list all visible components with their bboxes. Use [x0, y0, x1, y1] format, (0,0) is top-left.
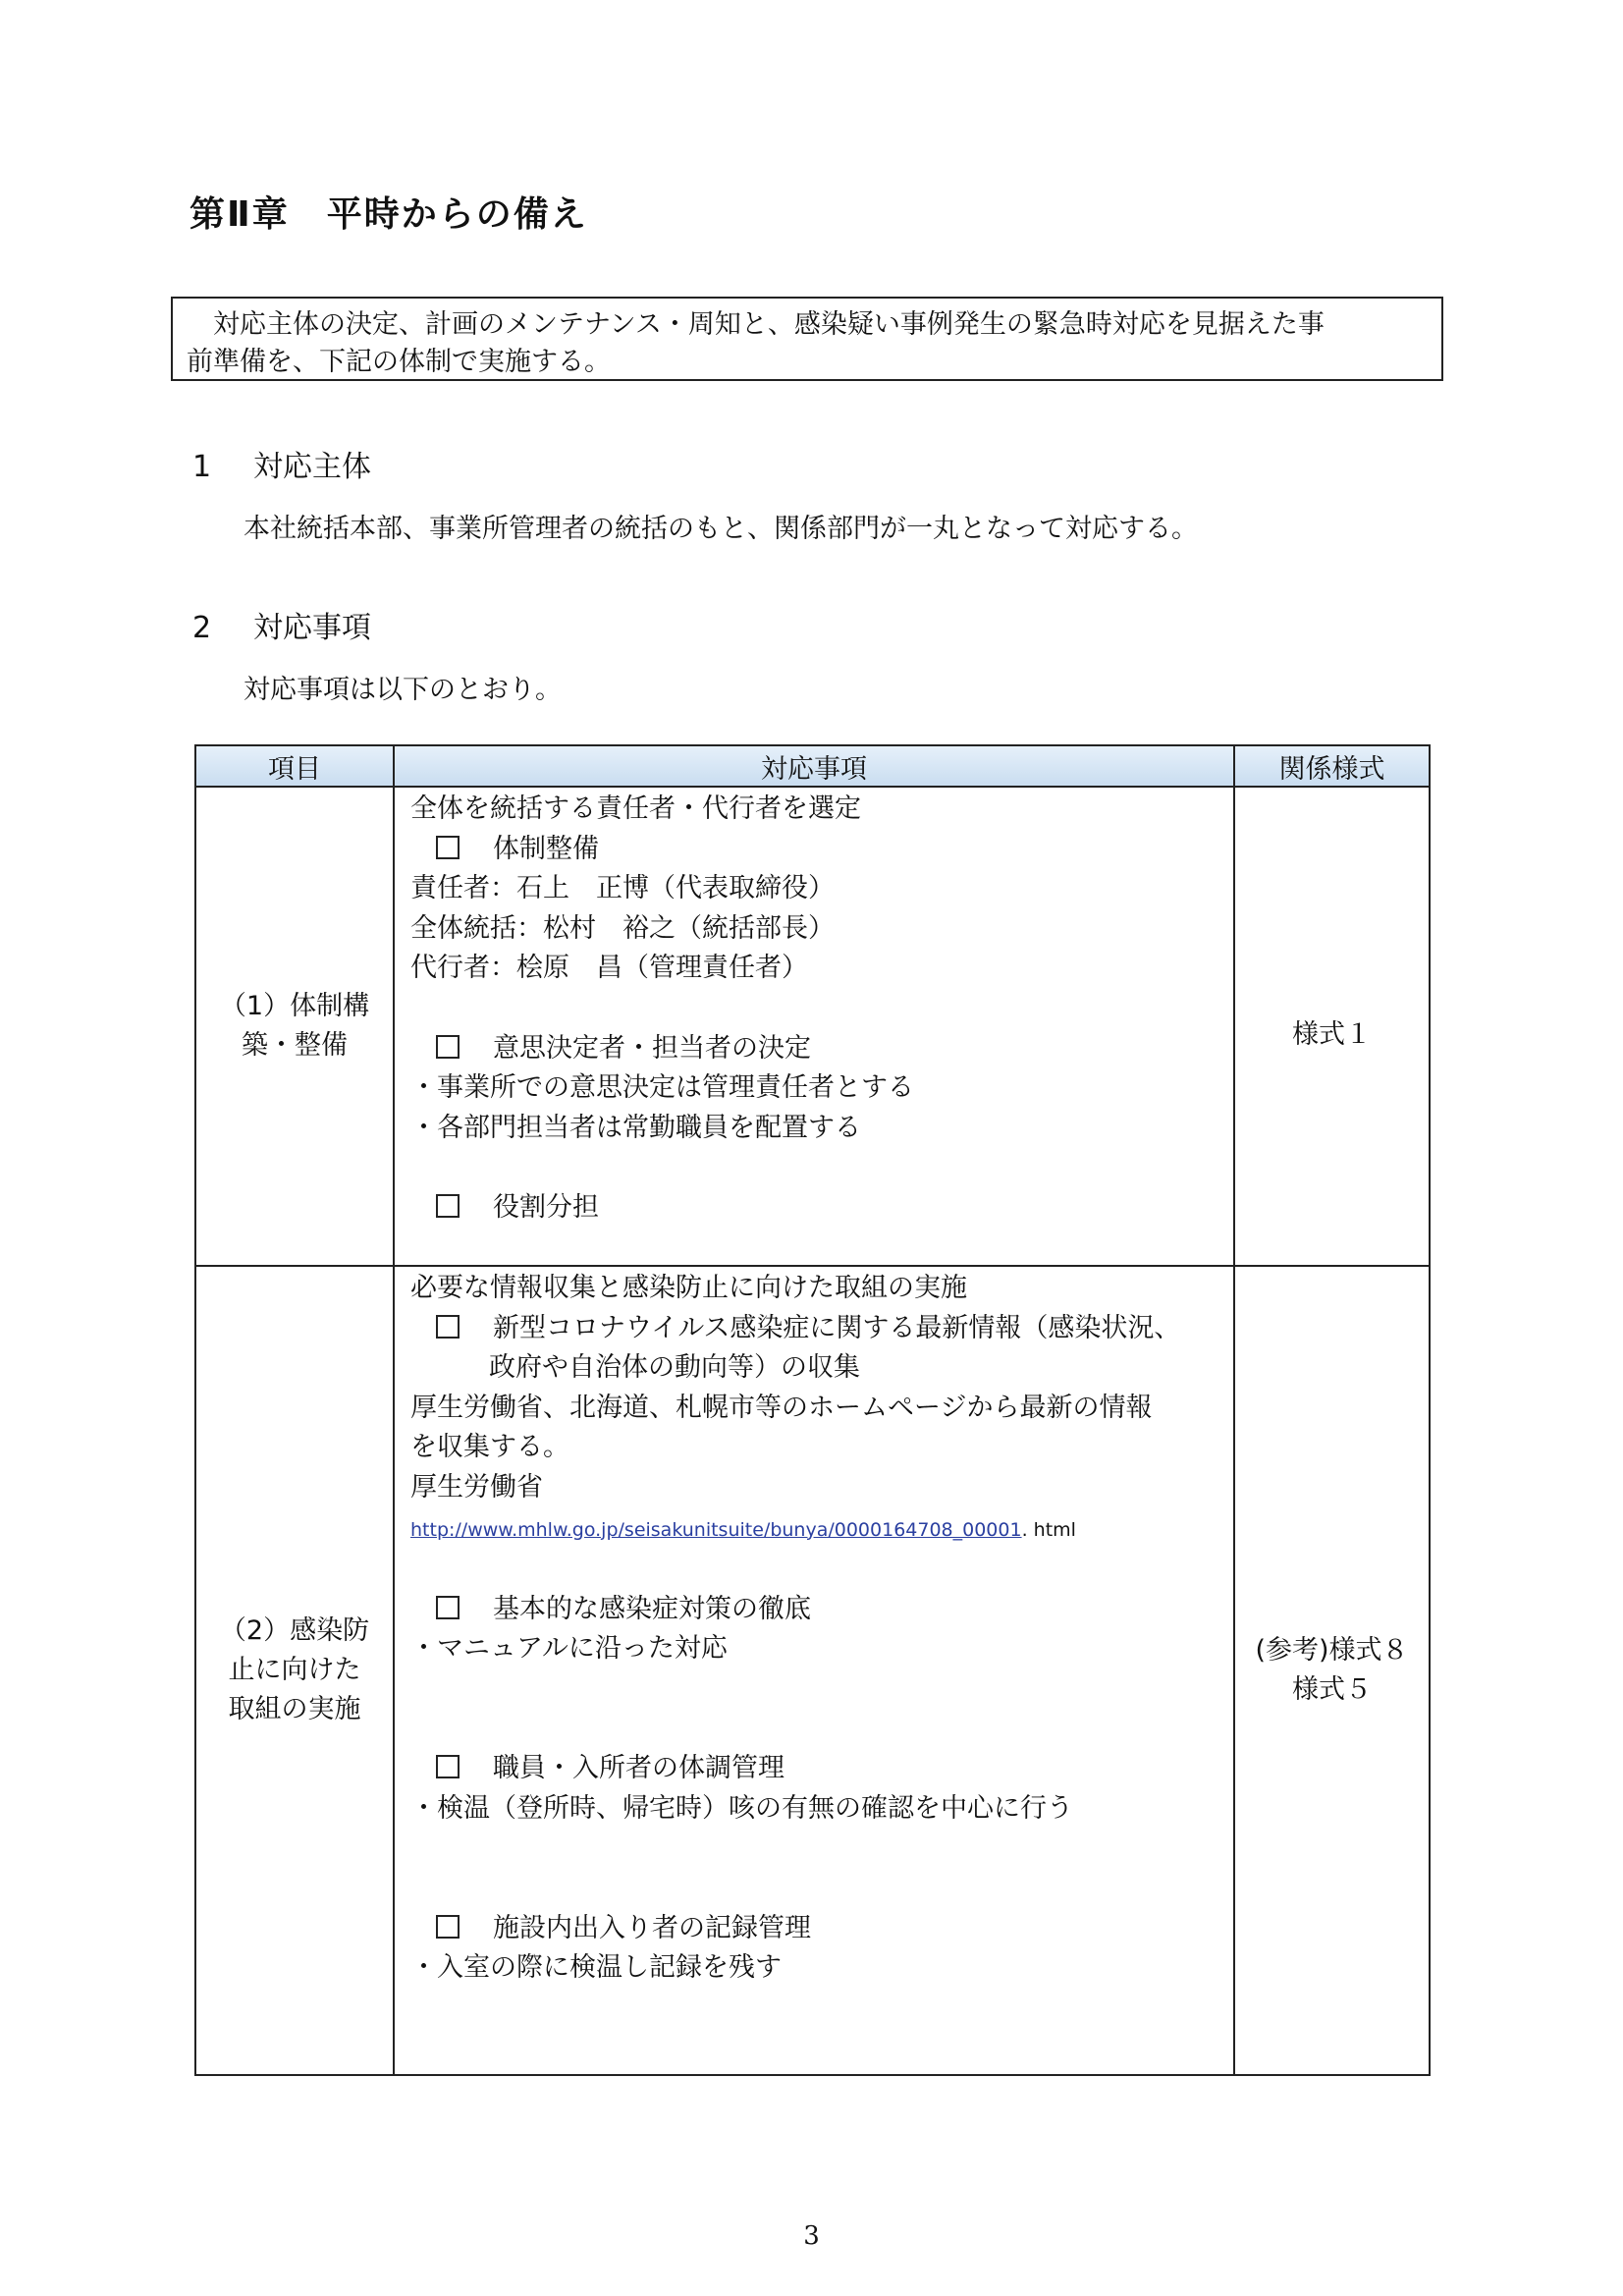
mhlw-link[interactable]: http://www.mhlw.go.jp/seisakunitsuite/bunya/0000164708_00001 [410, 1518, 1022, 1541]
row-2-text: 必要な情報収集と感染防止に向けた取組の実施 [410, 1273, 967, 1303]
checklist-label: 意思決定者・担当者の決定 [493, 1032, 811, 1064]
checkbox-icon [436, 836, 460, 859]
row-2-checklist-item [410, 1749, 1223, 1789]
checklist-label: 基本的な感染症対策の徹底 [493, 1593, 811, 1624]
summary-line-2: 前準備を、下記の体制で実施する。 [187, 347, 611, 377]
row-2-checklist-item [410, 1909, 1223, 1949]
row-2-form-line-1: (参考)様式８ [1255, 1634, 1409, 1666]
row-1-text: 全体統括：松村 裕之（統括部長） [410, 912, 835, 944]
header-form: 関係様式 [1234, 745, 1430, 787]
row-2-text: を収集する。 [410, 1432, 569, 1463]
row-2-text: 厚生労働省、北海道、札幌市等のホームページから最新の情報 [410, 1392, 1153, 1423]
checklist-label: 職員・入所者の体調管理 [493, 1753, 784, 1784]
chapter-title: 第Ⅱ章 平時からの備え [189, 194, 588, 235]
section-2-body: 対応事項は以下のとおり。 [243, 675, 562, 705]
checkbox-icon [436, 1915, 460, 1939]
summary-line-1: 対応主体の決定、計画のメンテナンス・周知と、感染疑い事例発生の緊急時対応を見据えた事 [213, 309, 1325, 340]
section-1-title: 対応主体 [253, 450, 371, 484]
summary-box [171, 297, 1443, 381]
table-row [195, 1266, 1430, 2075]
row-2-checklist-item [410, 1590, 1223, 1630]
row-1-content [394, 787, 1234, 1266]
section-1-body: 本社統括本部、事業所管理者の統括のもと、関係部門が一丸となって対応する。 [243, 514, 1198, 544]
section-2-title: 対応事項 [253, 611, 371, 645]
table-header-row [195, 745, 1430, 787]
checklist-label: 役割分担 [493, 1191, 599, 1223]
row-2-content [394, 1266, 1234, 2075]
row-2-form-line-2: 様式５ [1292, 1673, 1372, 1705]
mhlw-link-line [410, 1508, 1223, 1551]
row-1-form: 様式１ [1234, 787, 1430, 1266]
items-table [194, 744, 1431, 2076]
mhlw-link-tail: . html [1021, 1518, 1076, 1541]
row-2-item [195, 1266, 394, 2075]
row-1-text: ・事業所での意思決定は管理責任者とする [410, 1072, 914, 1104]
row-1-checklist-item [410, 830, 1223, 870]
row-1-item-line-2: 築・整備 [242, 1030, 348, 1061]
spacer [410, 1710, 1223, 1750]
row-2-text: 政府や自治体の動向等）の収集 [489, 1352, 860, 1384]
checkbox-icon [436, 1315, 460, 1339]
row-2-text: ・マニュアルに沿った対応 [410, 1633, 728, 1665]
spacer [410, 1869, 1223, 1909]
row-2-item-line-1: （2）感染防 [219, 1615, 370, 1646]
spacer [410, 1829, 1223, 1869]
row-1-checklist-item [410, 1188, 1223, 1229]
row-1-text: 全体を統括する責任者・代行者を選定 [410, 793, 861, 824]
row-1-item-line-1: （1）体制構 [219, 991, 370, 1021]
checklist-label: 新型コロナウイルス感染症に関する最新情報（感染状況、 [493, 1312, 1181, 1343]
section-1-heading [192, 442, 371, 485]
row-2-text: ・検温（登所時、帰宅時）咳の有無の確認を中心に行う [410, 1792, 1073, 1824]
checkbox-icon [436, 1035, 460, 1059]
section-2-heading [192, 603, 371, 646]
row-1-text: ・各部門担当者は常勤職員を配置する [410, 1112, 861, 1143]
spacer [410, 1148, 1223, 1188]
row-1-text: 責任者：石上 正博（代表取締役） [410, 873, 835, 904]
row-2-item-line-2: 止に向けた [228, 1655, 361, 1685]
spacer [410, 989, 1223, 1029]
checkbox-icon [436, 1596, 460, 1619]
table-row [195, 787, 1430, 1266]
header-content: 対応事項 [394, 745, 1234, 787]
checklist-label: 施設内出入り者の記録管理 [493, 1912, 811, 1943]
header-item: 項目 [195, 745, 394, 787]
row-2-form [1234, 1266, 1430, 2075]
spacer [410, 1550, 1223, 1590]
row-1-text: 代行者：桧原 昌（管理責任者） [410, 953, 808, 984]
page-number: 3 [803, 2221, 820, 2251]
section-2-number: 2 [192, 611, 212, 645]
row-2-item-line-3: 取組の実施 [228, 1694, 361, 1724]
row-2-text: ・入室の際に検温し記録を残す [410, 1952, 782, 1984]
checkbox-icon [436, 1755, 460, 1778]
row-2-checklist-item [410, 1309, 1223, 1349]
row-1-item [195, 787, 394, 1266]
checklist-label: 体制整備 [493, 833, 599, 864]
spacer [410, 1669, 1223, 1710]
row-1-checklist-item [410, 1029, 1223, 1069]
checkbox-icon [436, 1194, 460, 1218]
row-2-text: 厚生労働省 [410, 1471, 543, 1503]
section-1-number: 1 [192, 450, 212, 484]
